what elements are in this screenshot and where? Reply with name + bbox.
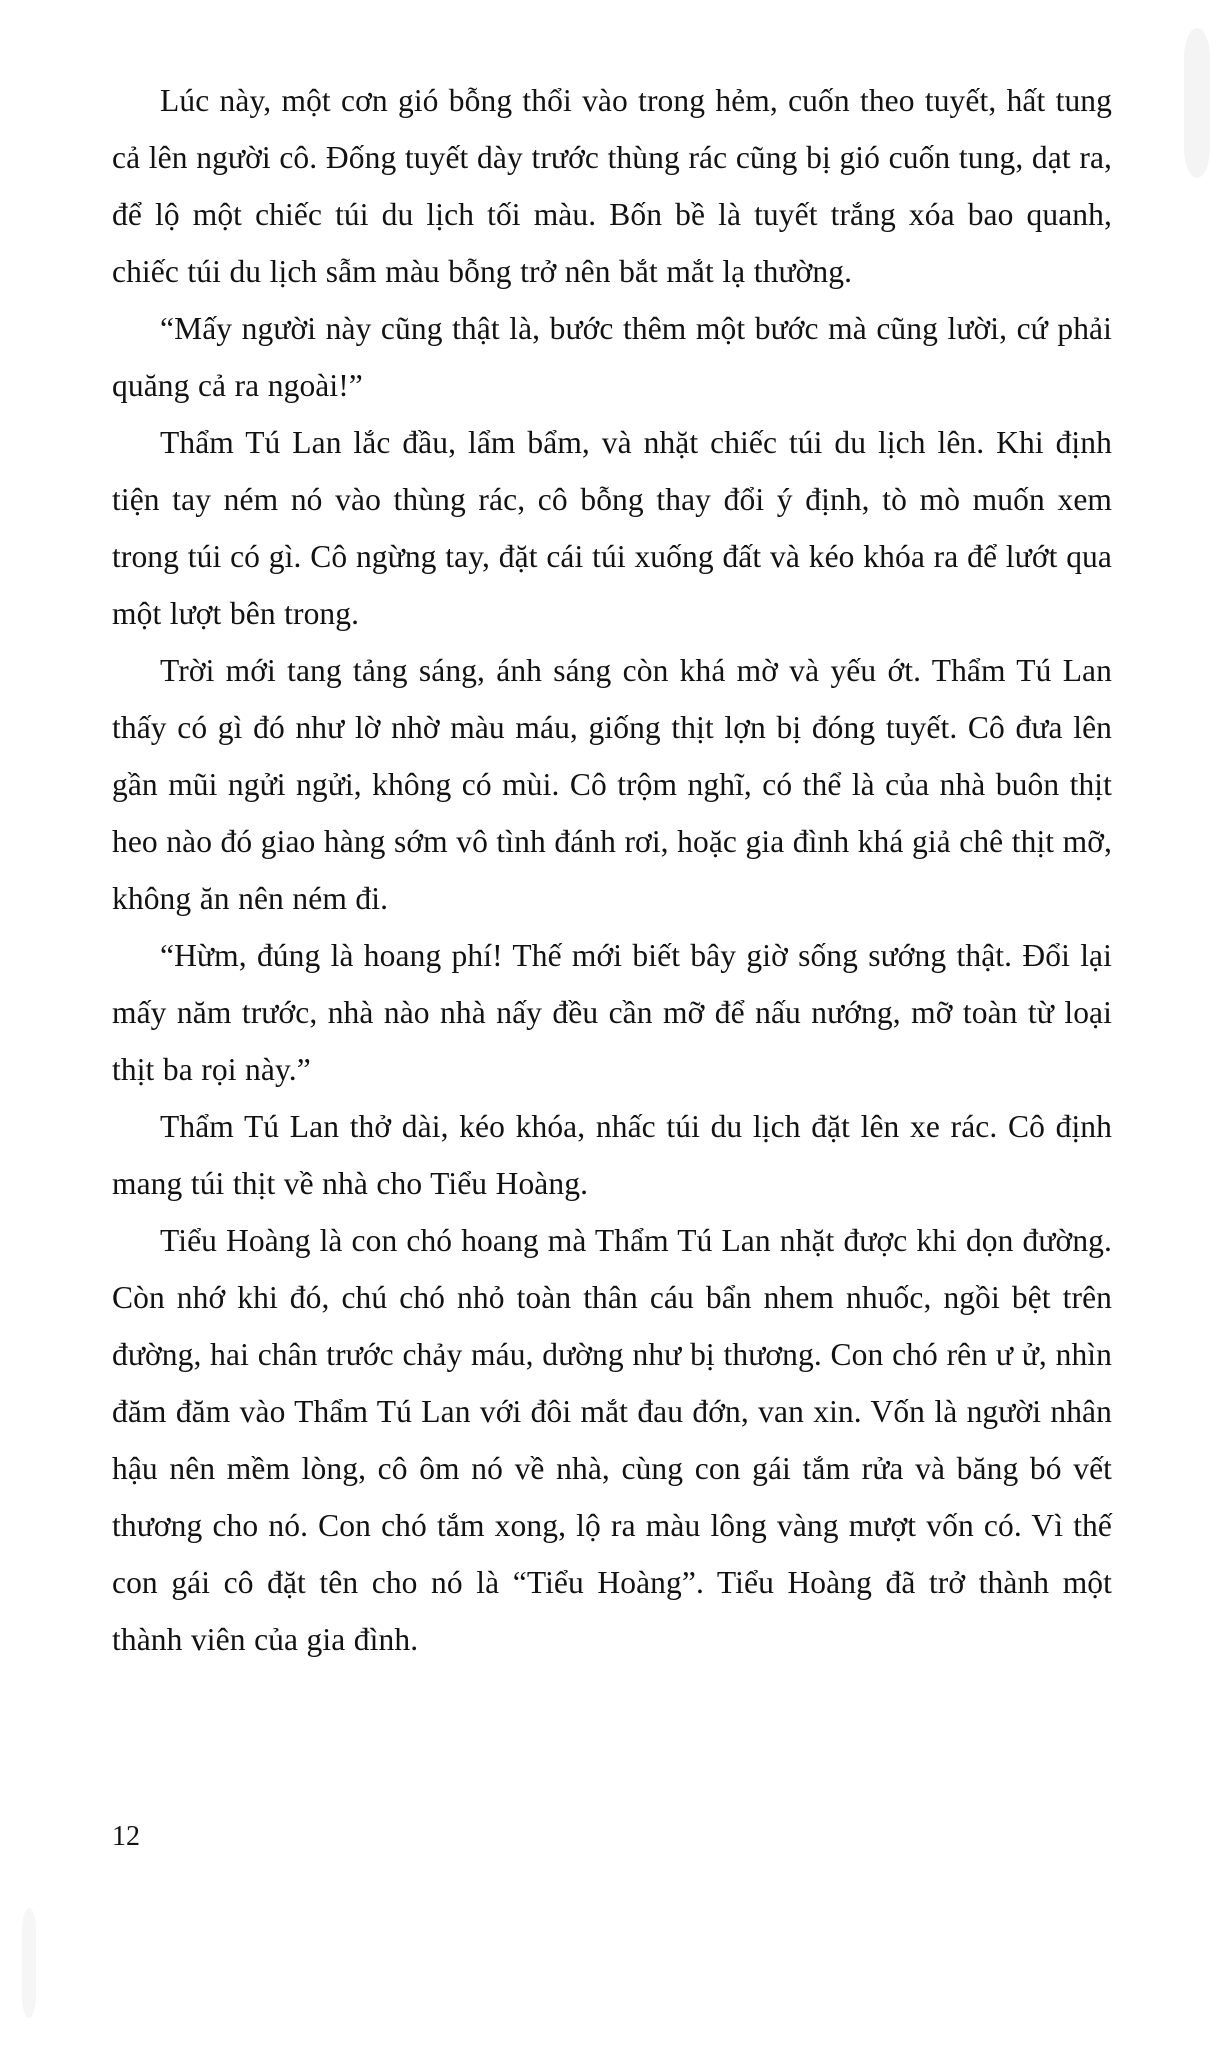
page-edge-artifact-top	[1184, 28, 1210, 178]
paragraph: Thẩm Tú Lan thở dài, kéo khóa, nhấc túi du lịch đặt lên xe rác. Cô định mang túi thịt về nhà cho Tiểu Hoàng.	[112, 1109, 1112, 1201]
page-number: 12	[112, 1821, 140, 1852]
paragraph: Tiểu Hoàng là con chó hoang mà Thẩm Tú Lan nhặt được khi dọn đường. Còn nhớ khi đó, chú chó nhỏ toàn thân cáu bẩn nhem nhuốc, ngồi bệt trên đường, hai chân trước chảy máu, dường như bị thương. Con chó rên ư ử, nhìn đăm đăm vào Thẩm Tú Lan với đôi mắt đau đớn, van xin. Vốn là người nhân hậu nên mềm lòng, cô ôm nó về nhà, cùng con gái tắm rửa và băng bó vết thương cho nó. Con chó tắm xong, lộ ra màu lông vàng mượt vốn có. Vì thế con gái cô đặt tên cho nó là “Tiểu Hoàng”. Tiểu Hoàng đã trở thành một thành viên của gia đình.	[112, 1223, 1112, 1657]
body-text-column	[112, 72, 1112, 1668]
page-edge-artifact-bottom	[22, 1908, 36, 2018]
paragraph: Trời mới tang tảng sáng, ánh sáng còn khá mờ và yếu ớt. Thẩm Tú Lan thấy có gì đó như lờ nhờ màu máu, giống thịt lợn bị đóng tuyết. Cô đưa lên gần mũi ngửi ngửi, không có mùi. Cô trộm nghĩ, có thể là của nhà buôn thịt heo nào đó giao hàng sớm vô tình đánh rơi, hoặc gia đình khá giả chê thịt mỡ, không ăn nên ném đi.	[112, 653, 1112, 916]
paragraph: “Mấy người này cũng thật là, bước thêm một bước mà cũng lười, cứ phải quăng cả ra ngoài!”	[112, 311, 1112, 403]
paragraph: “Hừm, đúng là hoang phí! Thế mới biết bây giờ sống sướng thật. Đổi lại mấy năm trước, nhà nào nhà nấy đều cần mỡ để nấu nướng, mỡ toàn từ loại thịt ba rọi này.”	[112, 938, 1112, 1087]
paragraph: Thẩm Tú Lan lắc đầu, lẩm bẩm, và nhặt chiếc túi du lịch lên. Khi định tiện tay ném nó vào thùng rác, cô bỗng thay đổi ý định, tò mò muốn xem trong túi có gì. Cô ngừng tay, đặt cái túi xuống đất và kéo khóa ra để lướt qua một lượt bên trong.	[112, 425, 1112, 631]
paragraph: Lúc này, một cơn gió bỗng thổi vào trong hẻm, cuốn theo tuyết, hất tung cả lên người cô. Đống tuyết dày trước thùng rác cũng bị gió cuốn tung, dạt ra, để lộ một chiếc túi du lịch tối màu. Bốn bề là tuyết trắng xóa bao quanh, chiếc túi du lịch sẫm màu bỗng trở nên bắt mắt lạ thường.	[112, 83, 1112, 289]
